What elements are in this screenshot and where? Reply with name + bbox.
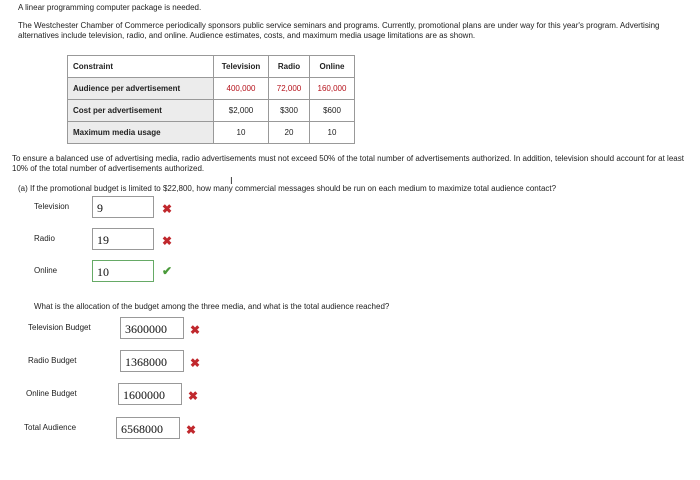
header-television: Television [214, 56, 269, 78]
incorrect-icon: ✖ [186, 423, 197, 437]
table-cell: 10 [310, 122, 355, 144]
header-radio: Radio [269, 56, 310, 78]
table-header-row [68, 56, 355, 78]
television-budget-input[interactable]: 3600000 [120, 317, 184, 339]
text-cursor-icon: Ι [230, 176, 233, 187]
row-label: Audience per advertisement [68, 78, 214, 100]
problem-title: A linear programming computer package is needed. [18, 3, 202, 12]
question-a: (a) If the promotional budget is limited to $22,800, how many commercial messages should be run on each medium to maximize total audience contact? [18, 184, 557, 193]
television-budget-label: Television Budget [28, 323, 91, 332]
television-label: Television [34, 202, 70, 211]
table-cell: $300 [269, 100, 310, 122]
incorrect-icon: ✖ [162, 234, 173, 248]
incorrect-icon: ✖ [190, 356, 201, 370]
problem-intro: The Westchester Chamber of Commerce periodically sponsors public service seminars and programs. Currently, promotional plans are under way for this year's program. Advertising alternatives include television, radio, and online. Audience estimates, costs, and maximum media usage limitations are as shown. [18, 21, 660, 40]
table-cell: 72,000 [269, 78, 310, 100]
radio-budget-input[interactable]: 1368000 [120, 350, 184, 372]
online-input[interactable]: 10 [92, 260, 154, 282]
header-online: Online [310, 56, 355, 78]
table-cell: 20 [269, 122, 310, 144]
total-audience-label: Total Audience [24, 423, 77, 432]
radio-budget-label: Radio Budget [28, 356, 77, 365]
question-b: What is the allocation of the budget among the three media, and what is the total audience reached? [34, 302, 390, 311]
row-label: Cost per advertisement [68, 100, 214, 122]
table-cell: 10 [214, 122, 269, 144]
header-constraint: Constraint [68, 56, 214, 78]
online-budget-label: Online Budget [26, 389, 77, 398]
table-row [68, 100, 355, 122]
table-cell: $600 [310, 100, 355, 122]
table-cell: 400,000 [214, 78, 269, 100]
media-table [67, 55, 355, 144]
incorrect-icon: ✖ [190, 323, 201, 337]
radio-input[interactable]: 19 [92, 228, 154, 250]
online-budget-input[interactable]: 1600000 [118, 383, 182, 405]
correct-icon: ✔ [162, 264, 173, 278]
constraint-text: To ensure a balanced use of advertising media, radio advertisements must not exceed 50% of the total number of advertisements authorized. In addition, television should account for at least 10% of the total number of advertisements authorized. [12, 154, 684, 173]
incorrect-icon: ✖ [188, 389, 199, 403]
table-cell: $2,000 [214, 100, 269, 122]
online-label: Online [34, 266, 58, 275]
table-row [68, 78, 355, 100]
radio-label: Radio [34, 234, 55, 243]
television-input[interactable]: 9 [92, 196, 154, 218]
table-cell: 160,000 [310, 78, 355, 100]
incorrect-icon: ✖ [162, 202, 173, 216]
row-label: Maximum media usage [68, 122, 214, 144]
total-audience-input[interactable]: 6568000 [116, 417, 180, 439]
table-row [68, 122, 355, 144]
